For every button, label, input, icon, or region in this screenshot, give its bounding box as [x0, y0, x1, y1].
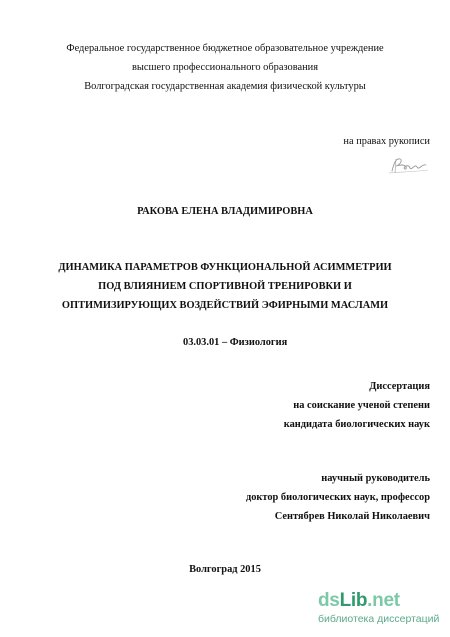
watermark-net: .net [367, 590, 400, 611]
title-line-1: ДИНАМИКА ПАРАМЕТРОВ ФУНКЦИОНАЛЬНОЙ АСИММЕТРИИ [58, 262, 392, 273]
specialty-code: 03.03.01 – Физиология [183, 337, 288, 348]
signature-icon [386, 153, 432, 177]
city-year: Волгоград 2015 [189, 564, 261, 575]
watermark-ds: ds [318, 590, 340, 611]
author-name: РАКОВА ЕЛЕНА ВЛАДИМИРОВНА [137, 206, 313, 217]
title-line-2: ПОД ВЛИЯНИЕМ СПОРТИВНОЙ ТРЕНИРОВКИ И [98, 281, 352, 292]
degree-line-2: на соискание ученой степени [293, 400, 430, 411]
degree-line-3: кандидата биологических наук [283, 419, 430, 430]
advisor-line-1: научный руководитель [321, 473, 430, 484]
dslib-watermark-logo[interactable] [318, 590, 448, 630]
header-line-1: Федеральное государственное бюджетное образовательное учреждение [66, 43, 384, 54]
watermark-subtitle: библиотека диссертаций [318, 613, 440, 625]
title-line-3: ОПТИМИЗИРУЮЩИХ ВОЗДЕЙСТВИЙ ЭФИРНЫМИ МАСЛАМИ [61, 300, 389, 311]
header-line-3: Волгоградская государственная академия физической культуры [84, 81, 366, 92]
degree-line-1: Диссертация [369, 381, 430, 392]
advisor-line-3: Сентябрев Николай Николаевич [274, 511, 430, 522]
header-line-2: высшего профессионального образования [132, 62, 318, 73]
manuscript-rights-note: на правах рукописи [343, 136, 430, 147]
watermark-lib: Lib [339, 590, 368, 611]
advisor-line-2: доктор биологических наук, профессор [245, 492, 430, 503]
